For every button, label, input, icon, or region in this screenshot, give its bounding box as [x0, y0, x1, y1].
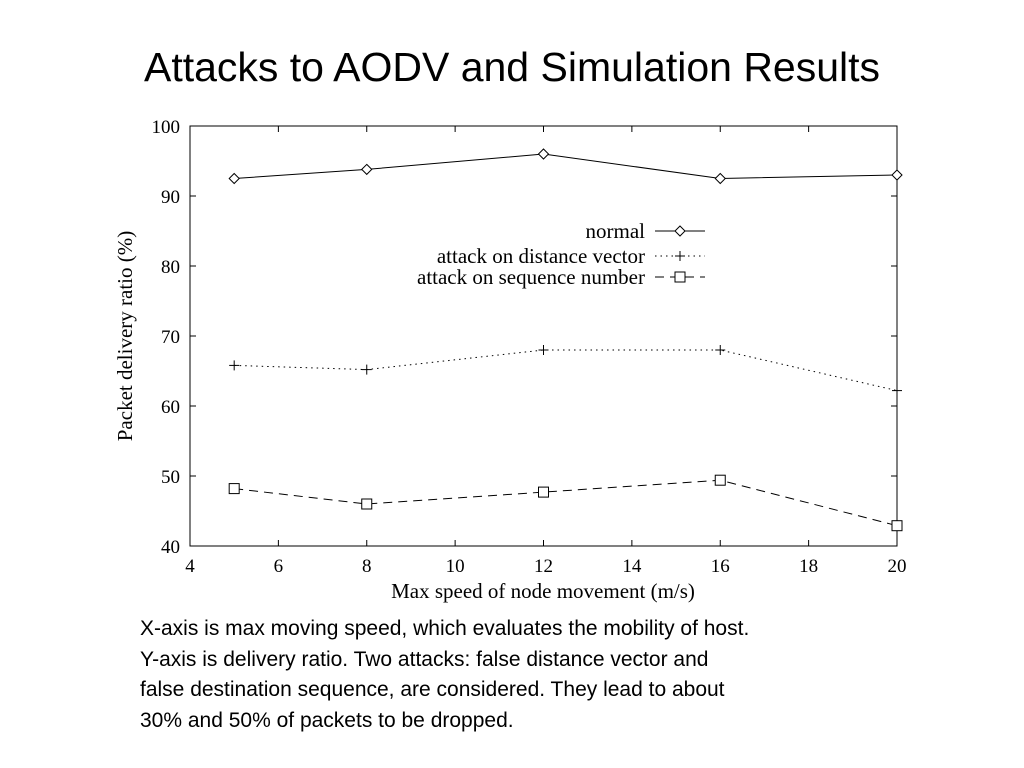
- data-point-diamond: [715, 174, 725, 184]
- caption-line: false destination sequence, are considered. They lead to about: [140, 678, 725, 701]
- legend-label: attack on sequence number: [417, 265, 645, 289]
- slide-caption: [140, 614, 920, 736]
- series-attack-on-sequence-number: [229, 475, 902, 531]
- y-axis-label: Packet delivery ratio (%): [113, 230, 137, 442]
- data-point-plus: [539, 345, 549, 355]
- y-tick-label: 50: [161, 467, 180, 488]
- series-layer: [229, 149, 902, 531]
- data-point-plus: [675, 251, 685, 261]
- data-point-plus: [229, 360, 239, 370]
- series-line: [234, 154, 897, 179]
- x-tick-label: 18: [799, 556, 819, 577]
- legend-label: attack on distance vector: [436, 244, 645, 268]
- data-point-diamond: [675, 226, 685, 236]
- data-point-diamond: [362, 164, 372, 174]
- x-tick-label: 8: [362, 556, 372, 577]
- data-point-plus: [362, 365, 372, 375]
- data-point-plus: [715, 345, 725, 355]
- plot-frame: [190, 126, 897, 546]
- data-point-square: [715, 475, 725, 485]
- legend-label: normal: [585, 219, 645, 243]
- data-point-square: [539, 487, 549, 497]
- y-tick-label: 80: [161, 257, 180, 278]
- x-tick-label: 6: [273, 556, 284, 577]
- series-line: [234, 480, 897, 526]
- series-line: [234, 350, 897, 391]
- axis-ticks: [152, 117, 907, 577]
- x-tick-label: 10: [445, 556, 465, 577]
- data-point-plus: [892, 386, 902, 396]
- caption-line: Y-axis is delivery ratio. Two attacks: false distance vector and: [140, 647, 709, 671]
- x-tick-label: 14: [622, 556, 642, 577]
- x-tick-label: 12: [534, 556, 553, 577]
- y-tick-label: 40: [161, 537, 180, 558]
- data-point-square: [892, 521, 902, 531]
- data-point-square: [675, 272, 685, 282]
- data-point-diamond: [539, 149, 549, 159]
- x-tick-label: 20: [887, 556, 907, 577]
- data-point-square: [362, 499, 372, 509]
- x-axis-label: Max speed of node movement (m/s): [391, 579, 695, 603]
- y-tick-label: 60: [161, 397, 180, 418]
- y-tick-label: 70: [161, 327, 180, 348]
- data-point-diamond: [229, 174, 239, 184]
- data-point-square: [229, 484, 239, 494]
- x-tick-label: 16: [710, 556, 730, 577]
- series-normal: [229, 149, 902, 184]
- x-tick-label: 4: [185, 556, 195, 577]
- data-point-diamond: [892, 170, 902, 180]
- caption-line: X-axis is max moving speed, which evaluates the mobility of host.: [140, 617, 750, 640]
- series-attack-on-distance-vector: [229, 345, 902, 396]
- slide-title: Attacks to AODV and Simulation Results: [143, 44, 881, 90]
- y-tick-label: 100: [151, 117, 180, 138]
- caption-line: 30% and 50% of packets to be dropped.: [140, 708, 514, 732]
- y-tick-label: 90: [161, 187, 180, 208]
- legend: [417, 219, 705, 289]
